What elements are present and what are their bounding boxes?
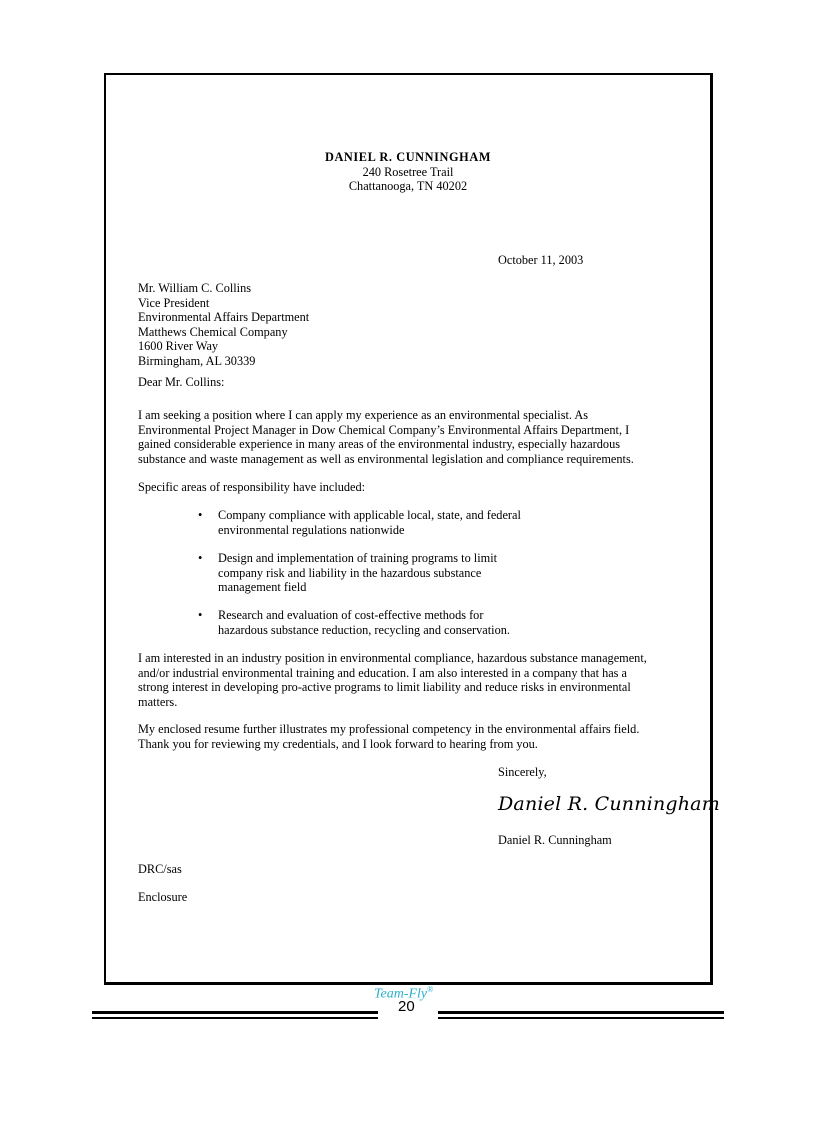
paragraph-interests (138, 651, 647, 709)
footer-rule (92, 1011, 378, 1014)
bullet-icon: • (198, 551, 203, 565)
recipient-line: 1600 River Way (138, 339, 219, 353)
bullet-line: management field (218, 580, 307, 594)
paragraph-line: I am seeking a position where I can apply my experience as an environmental specialist. As (138, 408, 589, 422)
signature-name: Daniel R. Cunningham (498, 833, 612, 847)
paragraph-line: substance and waste management as well as environmental legislation and compliance requirements. (138, 451, 634, 466)
recipient-line: Vice President (138, 295, 210, 310)
paragraph-line: and/or industrial environmental training and education. I am also interested in a company that has a (138, 665, 627, 680)
bullet-line: Company compliance with applicable local, state, and federal (218, 508, 521, 522)
paragraph-line: Environmental Project Manager in Dow Chemical Company’s Environmental Affairs Department, I (138, 422, 630, 437)
sender-address-line2: Chattanooga, TN 40202 (348, 179, 468, 193)
sender-address-line1: 240 Rosetree Trail (362, 164, 454, 179)
recipient-line: Birmingham, AL 30339 (138, 353, 256, 368)
salutation: Dear Mr. Collins: (138, 375, 225, 389)
enclosure-note: Enclosure (138, 890, 188, 904)
footer-rule (438, 1011, 724, 1014)
bullet-line: company risk and liability in the hazardous substance (218, 565, 482, 580)
footer-rule (92, 1017, 378, 1019)
paragraph-line: strong interest in developing pro-active programs to limit liability and reduce risks in environmental (138, 680, 631, 694)
paragraph-line: matters. (138, 694, 178, 709)
sender-name: DANIEL R. CUNNINGHAM (324, 150, 492, 164)
paragraph-line: I am interested in an industry position in environmental compliance, hazardous substance management, (138, 651, 647, 665)
footer-rule (438, 1017, 724, 1019)
paragraph-responsibilities: Specific areas of responsibility have included: (138, 480, 366, 494)
handwritten-signature: Daniel R. Cunningham (498, 793, 720, 815)
recipient-line: Environmental Affairs Department (138, 310, 310, 324)
recipient-line: Matthews Chemical Company (138, 324, 288, 339)
paragraph-line: My enclosed resume further illustrates my professional competency in the environmental affairs field. (138, 722, 640, 736)
recipient-address (138, 281, 309, 368)
paragraph-closing (138, 722, 639, 751)
bullet-line: Research and evaluation of cost-effective methods for (218, 608, 484, 622)
bullet-line: Design and implementation of training programs to limit (218, 551, 498, 565)
bullet-icon: • (198, 608, 203, 622)
page-number: 20 (398, 998, 415, 1015)
paragraph-line: gained considerable experience in many areas of the environmental industry, especially hazardous (138, 437, 621, 451)
bullet-icon: • (198, 508, 203, 522)
paragraph-intro (138, 408, 634, 466)
bullet-line: environmental regulations nationwide (218, 522, 405, 537)
bullet-line: hazardous substance reduction, recycling and conservation. (218, 622, 510, 637)
letterhead (104, 150, 712, 194)
paragraph-line: Thank you for reviewing my credentials, and I look forward to hearing from you. (138, 736, 538, 751)
letter-date: October 11, 2003 (498, 253, 584, 267)
reference-initials: DRC/sas (138, 862, 182, 876)
registered-mark: ® (427, 985, 434, 994)
recipient-line: Mr. William C. Collins (138, 281, 252, 295)
logo-text: Team-Fly (374, 986, 428, 1002)
closing: Sincerely, (498, 765, 547, 779)
